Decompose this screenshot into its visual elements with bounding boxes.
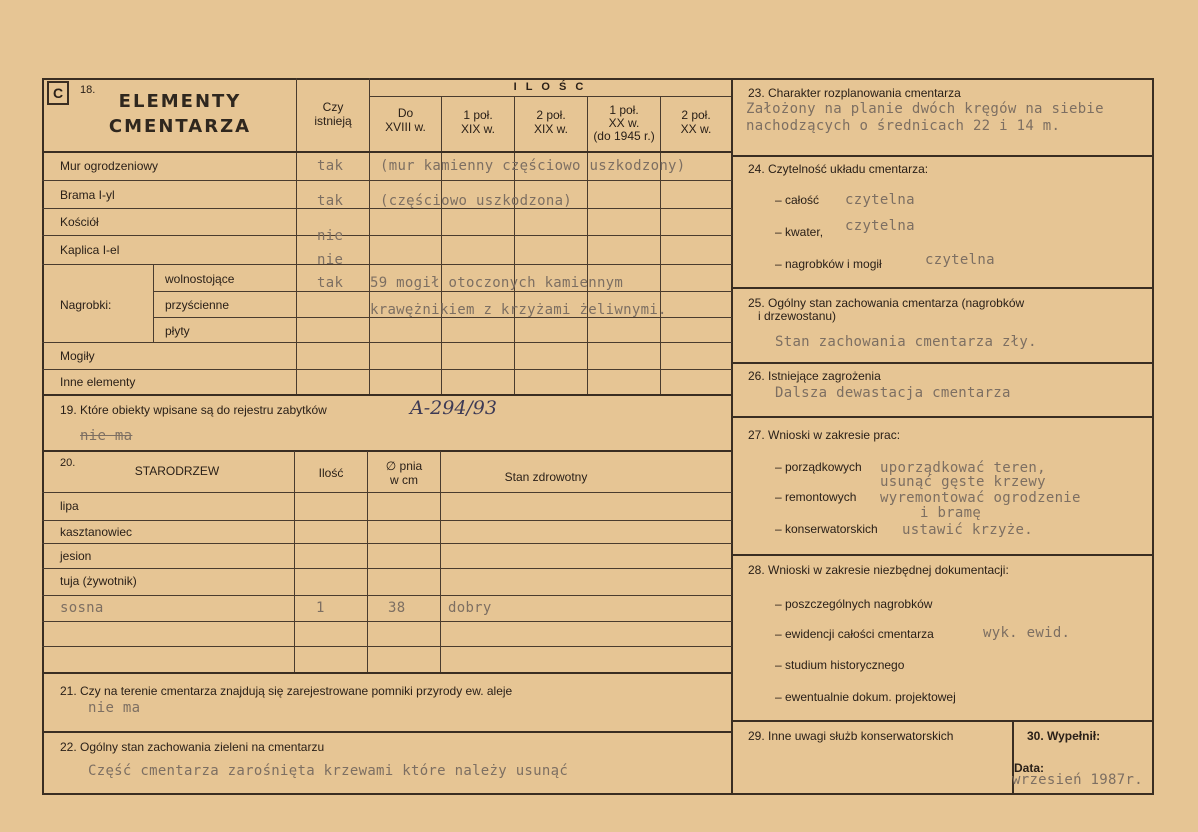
row-mogily-label: Mogiły (60, 349, 95, 363)
s27-konserwatorskich-value: ustawić krzyże. (902, 522, 1033, 538)
row-wolnostojace-label: wolnostojące (165, 272, 235, 286)
s21-value: nie ma (88, 700, 141, 716)
row-brama-note: (częściowo uszkodzona) (380, 193, 573, 209)
nagrobki-note-1: 59 mogił otoczonych kamiennym (370, 275, 624, 291)
nagrobki-note-2: krawężnikiem z krzyżami żeliwnymi. (370, 302, 667, 318)
s24-kwater: – kwater, (775, 225, 824, 239)
s20-col-ilosc: Ilość (318, 466, 344, 480)
s20-row-kasztanowiec: kasztanowiec (60, 525, 133, 539)
s20-sosna-pien: 38 (388, 600, 406, 616)
s27-remontowych-value-2: i bramę (920, 505, 982, 521)
s20-sosna-stan: dobry (448, 600, 492, 616)
col-1pol-xx: 1 poł. XX w. (do 1945 r.) (593, 103, 655, 143)
s27-porzadkowych: – porządkowych (775, 460, 862, 474)
s19-register-number: A-294/93 (410, 397, 497, 419)
row-przyscienne-label: przyścienne (165, 298, 230, 312)
s20-col-pnia: ∅ pnia w cm (385, 459, 423, 487)
card-letter: C (52, 85, 64, 101)
card-letter-box (47, 81, 69, 105)
col-do-xviii: Do XVIII w. (385, 106, 426, 134)
s27-porzadkowych-value-2: usunąć gęste krzewy (880, 474, 1046, 490)
s25-value: Stan zachowania cmentarza zły. (775, 334, 1037, 350)
s30-data-label: Data: (1014, 761, 1045, 775)
s21-label: 21. Czy na terenie cmentarza znajdują się zarejestrowane pomniki przyrody ew. aleje (60, 684, 513, 698)
row-plyty-label: płyty (165, 324, 190, 338)
s28-item-2: – ewidencji całości cmentarza (775, 627, 934, 641)
row-nagrobki-label: Nagrobki: (60, 298, 112, 312)
col-2pol-xix: 2 poł. XIX w. (533, 108, 568, 136)
s28-item-1: – poszczególnych nagrobków (775, 597, 933, 611)
s27-label: 27. Wnioski w zakresie prac: (748, 428, 901, 442)
section-18-number: 18. (80, 84, 96, 96)
ilosc-header: I L O Ś C (513, 81, 587, 93)
title-line-2: CMENTARZA (108, 116, 252, 137)
row-kosciol-czy: nie (317, 228, 344, 244)
s30-data-value: wrzesień 1987r. (1012, 772, 1143, 788)
s29-label: 29. Inne uwagi służb konserwatorskich (748, 729, 954, 743)
s20-title: STARODRZEW (134, 464, 220, 478)
row-kaplica-label: Kaplica I-el (60, 243, 120, 257)
s24-nagrobkow-value: czytelna (925, 252, 995, 268)
s28-item-4: – ewentualnie dokum. projektowej (775, 690, 956, 704)
s27-porzadkowych-value-1: uporządkować teren, (880, 460, 1046, 476)
s28-label: 28. Wnioski w zakresie niezbędnej dokumentacji: (748, 563, 1009, 577)
s20-number: 20. (60, 457, 76, 469)
row-brama-czy: tak (317, 193, 344, 209)
s20-row-lipa: lipa (60, 499, 79, 513)
s27-remontowych: – remontowych (775, 490, 857, 504)
s22-label: 22. Ogólny stan zachowania zieleni na cmentarzu (60, 740, 325, 754)
s24-label: 24. Czytelność układu cmentarza: (748, 162, 929, 176)
s30-label: 30. Wypełnił: (1027, 729, 1101, 743)
title-line-1: ELEMENTY (118, 91, 242, 112)
s27-remontowych-value-1: wyremontować ogrodzenie (880, 490, 1081, 506)
s24-calosc-value: czytelna (845, 192, 915, 208)
row-mur-note: (mur kamienny częściowo uszkodzony) (380, 158, 686, 174)
s22-value: Część cmentarza zarośnięta krzewami które należy usunąć (88, 763, 569, 779)
row-inne-label: Inne elementy (60, 375, 136, 389)
s24-nagrobkow: – nagrobków i mogił (775, 257, 882, 271)
s19-label: 19. Które obiekty wpisane są do rejestru zabytków (60, 403, 327, 417)
row-wolnostojace-czy: tak (317, 275, 344, 291)
col-czy-istnieja: Czy istnieją (314, 100, 352, 128)
s23-line-2: nachodzących o średnicach 22 i 14 m. (746, 118, 1061, 134)
s23-line-1: Założony na planie dwóch kręgów na siebie (746, 101, 1104, 117)
s28-item-3: – studium historycznego (775, 658, 905, 672)
row-mur-czy: tak (317, 158, 344, 174)
s24-calosc: – całość (775, 193, 820, 207)
s24-kwater-value: czytelna (845, 218, 915, 234)
s20-col-stan: Stan zdrowotny (504, 470, 588, 484)
s26-label: 26. Istniejące zagrożenia (748, 369, 881, 383)
s25-label-1: 25. Ogólny stan zachowania cmentarza (nagrobków (748, 296, 1025, 310)
s23-label: 23. Charakter rozplanowania cmentarza (748, 86, 961, 100)
s20-row-jesion: jesion (60, 549, 92, 563)
col-1pol-xix: 1 poł. XIX w. (460, 108, 495, 136)
s19-value: nie ma (80, 428, 133, 444)
row-brama-label: Brama I-yl (60, 188, 115, 202)
row-kaplica-czy: nie (317, 252, 344, 268)
s25-label-2: i drzewostanu) (758, 309, 837, 323)
s28-item-2-value: wyk. ewid. (983, 625, 1071, 641)
row-mur-label: Mur ogrodzeniowy (60, 159, 159, 173)
s26-value: Dalsza dewastacja cmentarza (775, 385, 1011, 401)
row-kosciol-label: Kościół (60, 215, 99, 229)
s20-row-tuja: tuja (żywotnik) (60, 574, 137, 588)
s20-row-sosna: sosna (60, 600, 104, 616)
s27-konserwatorskich: – konserwatorskich (775, 522, 878, 536)
s20-sosna-ilosc: 1 (316, 600, 325, 616)
col-2pol-xx: 2 poł. XX w. (680, 108, 712, 136)
